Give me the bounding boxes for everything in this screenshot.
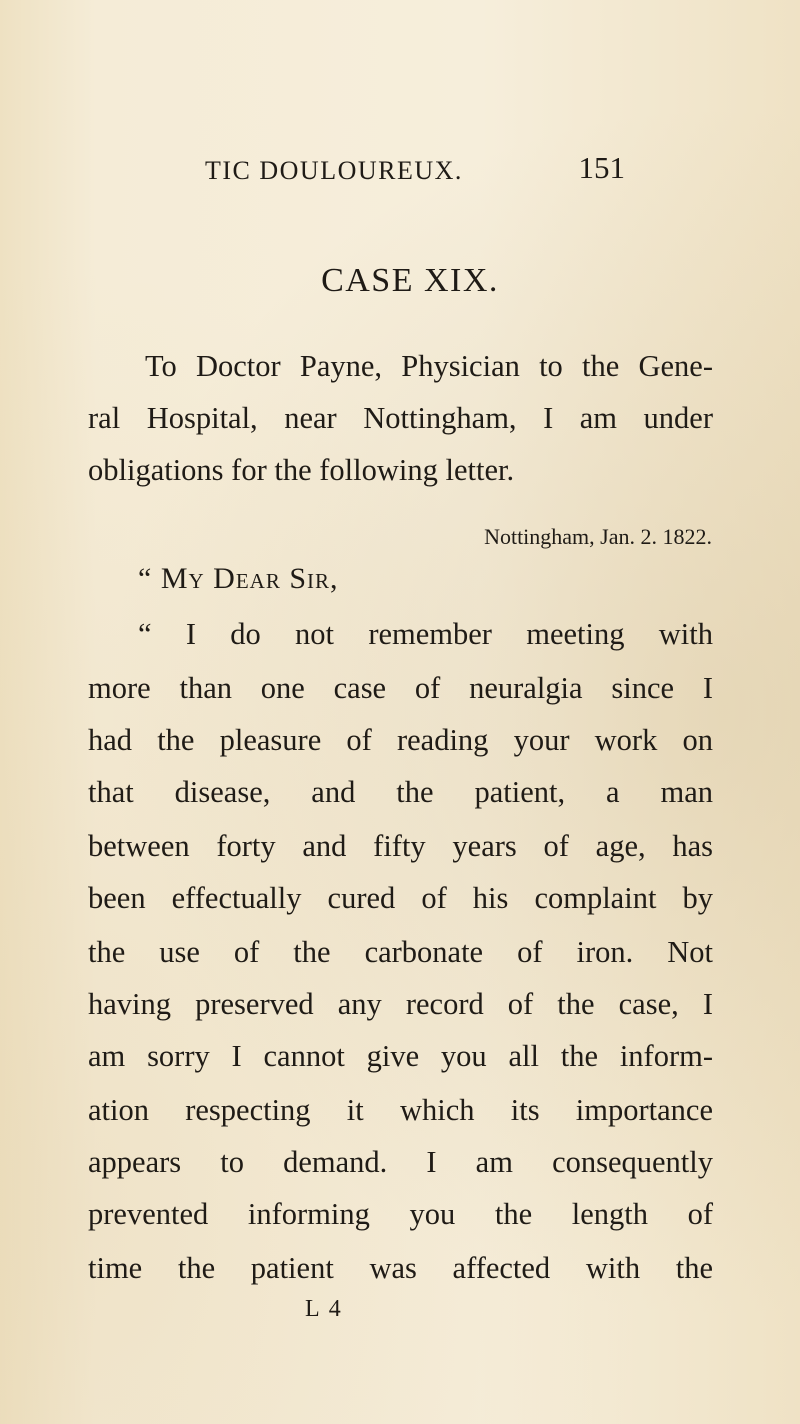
signature-mark: L 4 [305,1296,343,1322]
letter-salutation: “ My Dear Sir, [138,562,339,595]
letter-line: prevented informing you the length of [88,1197,713,1231]
running-title: TIC DOULOUREUX. [205,156,463,185]
letter-line: ation respecting it which its importance [88,1093,713,1127]
letter-line: appears to demand. I am consequently [88,1145,713,1179]
letter-dateline: Nottingham, Jan. 2. 1822. [484,524,712,549]
letter-line: been effectually cured of his complaint by [88,881,713,915]
letter-line: between forty and fifty years of age, has [88,829,713,863]
page-number: 151 [578,150,625,185]
intro-line: obligations for the following letter. [88,453,515,487]
letter-line: had the pleasure of reading your work on [88,723,713,757]
letter-line: that disease, and the patient, a man [88,775,713,809]
letter-line: more than one case of neuralgia since I [88,671,713,705]
letter-line: “ I do not remember meeting with [138,617,713,651]
case-heading: CASE XIX. [321,262,499,299]
letter-line: having preserved any record of the case, I [88,987,713,1021]
letter-line: time the patient was affected with the [88,1251,713,1285]
running-head [205,150,625,190]
letter-line: the use of the carbonate of iron. Not [88,935,713,969]
intro-line: To Doctor Payne, Physician to the Gene- [145,349,713,383]
letter-line: am sorry I cannot give you all the inform- [88,1039,713,1073]
intro-line: ral Hospital, near Nottingham, I am under [88,401,713,435]
